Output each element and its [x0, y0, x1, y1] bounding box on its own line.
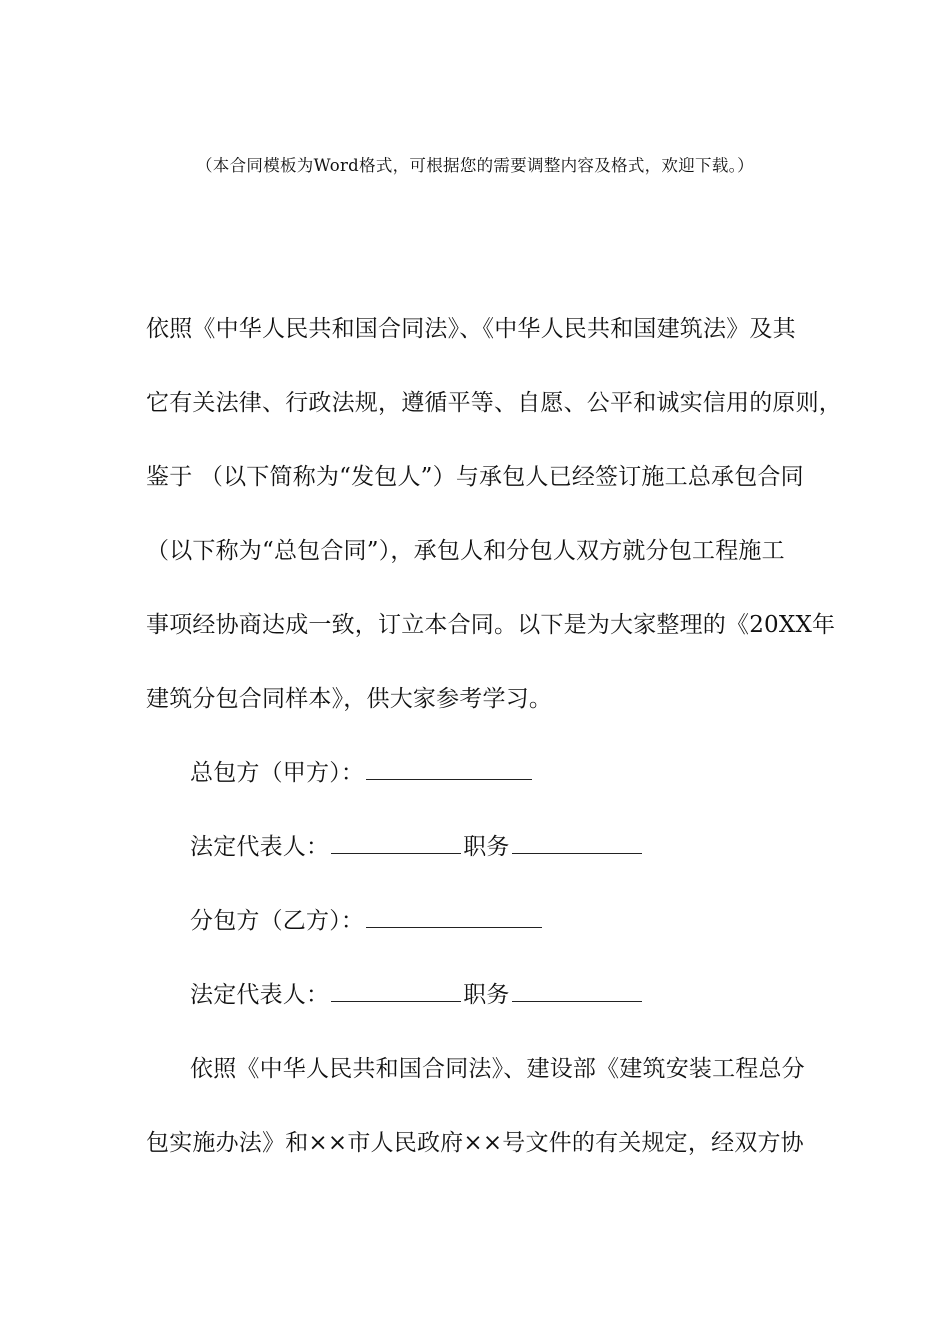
basis-line-1: 依照《中华人民共和国合同法》、建设部《建筑安装工程总分: [190, 1056, 805, 1082]
contract-body: [146, 292, 842, 1180]
general-contractor-field: [146, 736, 806, 810]
intro-line-6: 建筑分包合同样本》，供大家参考学习。: [146, 686, 553, 712]
intro-line-5: 事项经协商达成一致，订立本合同。以下是为大家整理的《20XX年: [146, 612, 836, 638]
subcontractor-field: [146, 884, 806, 958]
intro-line-2: 它有关法律、行政法规，遵循平等、自愿、公平和诚实信用的原则，: [146, 390, 842, 416]
legal-rep-field-2: [146, 958, 806, 1032]
legal-rep-label-1: 法定代表人：: [190, 834, 330, 860]
intro-line-3: 鉴于 （以下简称为“发包人”）与承包人已经签订施工总承包合同: [146, 464, 804, 490]
position-blank-1[interactable]: [512, 835, 642, 854]
template-note: （本合同模板为Word格式，可根据您的需要调整内容及格式，欢迎下载。）: [196, 156, 754, 175]
position-label-1: 职务: [463, 834, 510, 860]
basis-line-2: 包实施办法》和××市人民政府××号文件的有关规定，经双方协: [146, 1130, 804, 1156]
intro-line-1: 依照《中华人民共和国合同法》、《中华人民共和国建筑法》及其: [146, 316, 796, 342]
position-blank-2[interactable]: [512, 983, 642, 1002]
intro-line-4: （以下称为“总包合同”），承包人和分包人双方就分包工程施工: [146, 538, 785, 564]
subcontractor-blank[interactable]: [366, 909, 542, 928]
legal-rep-label-2: 法定代表人：: [190, 982, 330, 1008]
position-label-2: 职务: [463, 982, 510, 1008]
subcontractor-label: 分包方（乙方）：: [190, 908, 365, 934]
legal-rep-blank-1[interactable]: [331, 835, 461, 854]
legal-rep-blank-2[interactable]: [331, 983, 461, 1002]
general-contractor-label: 总包方（甲方）：: [190, 760, 365, 786]
legal-rep-field-1: [146, 810, 806, 884]
general-contractor-blank[interactable]: [366, 761, 532, 780]
